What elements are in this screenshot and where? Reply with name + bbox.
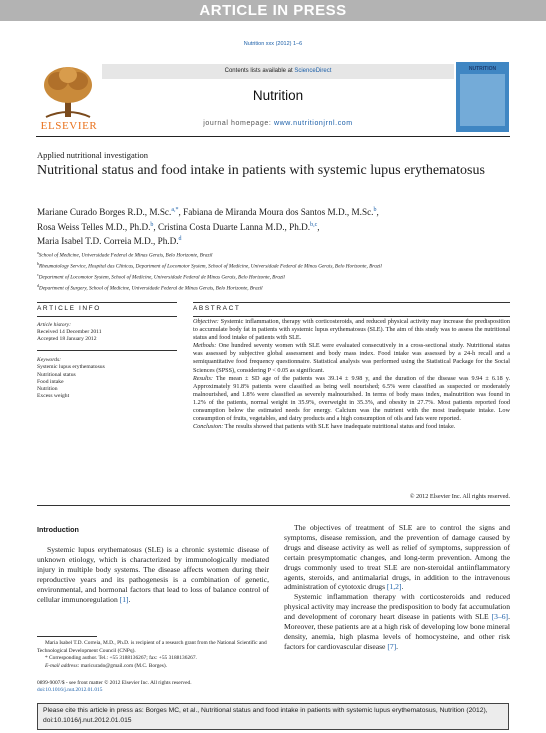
affiliation-line (37, 282, 507, 293)
author-name: Fabiana de Miranda Moura dos Santos M.D., M.Sc. (183, 207, 374, 218)
homepage-prefix: journal homepage: (203, 120, 274, 127)
cover-band (460, 74, 505, 126)
author-name: Cristina Costa Duarte Lanna M.D., Ph.D. (157, 221, 311, 232)
keyword-item: Systemic lupus erythematosus (37, 364, 105, 371)
keywords-block (37, 357, 177, 401)
body-text-end: . (396, 641, 399, 651)
body-paragraph (284, 592, 510, 651)
front-matter-line: 0899-9007/$ - see front matter © 2012 Elsevier Inc. All rights reserved. (37, 680, 192, 686)
abstract-results (193, 375, 510, 424)
citation-box: Please cite this article in press as: Borges MC, et al., Nutritional status and food intake in patients with systemic lupus erythematosus, Nutrition (2012), doi:10.1016/j.nut.2012.01.015 (37, 703, 509, 730)
abstract-methods (193, 342, 510, 374)
keyword-item: Food intake (37, 378, 64, 385)
keywords-label: Keywords: (37, 357, 62, 363)
header-rule (36, 136, 510, 137)
elsevier-wordmark: ELSEVIER (40, 120, 98, 132)
author-name: Maria Isabel T.D. Correia M.D., Ph.D. (37, 236, 179, 247)
affiliation-text: School of Medicine, Universidade Federal de Minas Gerais, Belo Horizonte, Brazil (38, 252, 213, 259)
footnote-rule (37, 636, 97, 637)
abstract-conclusion (193, 423, 510, 431)
contents-available-strip (102, 64, 454, 79)
keyword-item: Nutritional status (37, 371, 76, 378)
author-list (37, 204, 507, 248)
author-separator: , (178, 207, 184, 218)
results-text: The mean ± SD age of the patients was 39.14 ± 9.98 y, and the duration of the disease was 9.94 ± 6.18 y. Approximately 91.8% patients were classified as being well nourished; 6.5% were classified as suspected or moderately malnourished, and 1.8% were classified as severely malnourished. In terms of body mass index, malnutrition was found in 1.2% of the patients, normal weight in 35.9%, overweight in 35.3%, and obesity in 27.7%. Most patients reported food consumption below the estimated needs for energy. Calcium was the nutrient with the most inadequate intake. Low consumption of fruits, vegetables, and dairy products and a high consumption of oils and fats were reported. (193, 374, 510, 423)
affiliation-text: Rheumatology Service, Hospital das Clínicas, Department of Locomotor System, School of Medicine, Universidade Federal de Minas Gerais, Belo Horizonte, Brazil (39, 263, 382, 270)
article-history (37, 322, 177, 343)
abstract-rule-mid (193, 316, 510, 317)
author-separator: , (376, 207, 379, 218)
abstract-body (193, 318, 510, 431)
intro-text: Systemic lupus erythematosus (SLE) is a chronic systemic disease of unknown etiology, which is characterized by immunologically mediated injury in multiple body systems. The disease affects women during their reproductive years and its pathogenesis is a combination of genetic, environmental, and hormonal factors that lead to loss of balance control of cellular immunoregulation (37, 545, 269, 604)
methods-label: Methods: (193, 342, 217, 350)
affiliation-line (37, 271, 507, 282)
reference-link[interactable]: [7] (387, 641, 397, 651)
author-separator: , (153, 221, 158, 232)
footnotes (37, 640, 269, 670)
affiliation-text: Department of Locomotor System, School of Medicine, Universidade Federal de Minas Gerais, Belo Horizonte, Brazil (38, 275, 285, 282)
reference-link[interactable]: [1] (119, 594, 129, 604)
article-title: Nutritional status and food intake in patients with systemic lupus erythematosus (37, 163, 485, 178)
body-text: Systemic inflammation therapy with corticosteroids and reduced physical activity may increase the predisposition to body fat accumulation and development of coronary heart disease in patients with SLE (284, 592, 510, 622)
author-affil-marker[interactable]: b (373, 207, 377, 213)
cover-title: NUTRITION (468, 66, 497, 72)
email-address[interactable]: maricurado@gmail.com (M.C. Borges). (79, 662, 168, 669)
info-rule-mid (37, 316, 177, 317)
introduction-paragraph (37, 545, 269, 604)
affiliation-marker: a (37, 250, 39, 255)
reference-link[interactable]: [1,2] (386, 582, 402, 592)
abstract-rule-top (193, 302, 510, 303)
journal-title: Nutrition (252, 88, 304, 103)
grant-footnote: Maria Isabel T.D. Correia, M.D., Ph.D. is recipient of a research grant from the National Scientific and Technological Development Council (CNPq). (37, 640, 267, 654)
journal-reference[interactable]: Nutrition xxx (2012) 1–6 (243, 41, 303, 47)
body-text: The objectives of treatment of SLE are to control the signs and symptoms, disease remission, and the prevention of damage caused by drugs and disease activity as well as relief of symptoms, suppression of certain presymptomatic changes, and long-term prevention. Among the drugs commonly used to treat SLE are non-steroidal antiinflammatory agents, steroids, and antimalarial drugs, in addition to the intravenous administration of cytotoxic drugs (284, 523, 510, 592)
corresponding-author: * Corresponding author. Tel.: +55 3188136267; fax: +55 3188136267. (45, 655, 197, 662)
contents-prefix: Contents lists available at (224, 68, 295, 74)
abstract-objective (193, 318, 510, 342)
body-paragraph (284, 523, 510, 592)
objective-label: Objective: (193, 318, 219, 325)
conclusion-text: The results showed that patients with SLE have inadequate nutritional status and food intake. (223, 423, 456, 431)
right-column-text (284, 523, 510, 652)
conclusion-label: Conclusion: (193, 423, 224, 431)
keyword-item: Nutrition (37, 386, 58, 393)
abstract-heading: ABSTRACT (193, 305, 241, 312)
author-affil-marker[interactable]: b,c (310, 221, 318, 228)
history-label: Article history: (37, 322, 72, 328)
intro-end: . (128, 594, 131, 604)
received-date: Received 14 December 2011 (37, 329, 102, 335)
methods-text: One hundred seventy women with SLE were evaluated consecutively in a cross-sectional study. Nutritional status was assessed by subjective global assessment and body mass index. Food intake was assessed by a 24-h recall and a semiquantitative food frequency questionnaire. Statistical analysis was performed using the Statistical Package for the Social Sciences (SPSS), considering P < 0.05 as significant. (193, 342, 510, 374)
author-separator: , (317, 221, 320, 232)
article-info-heading: ARTICLE INFO (37, 305, 101, 312)
affiliation-text: Department of Surgery, School of Medicine, Universidade Federal de Minas Gerais, Belo Horizonte, Brazil (39, 286, 263, 293)
affiliation-marker: d (37, 283, 39, 289)
author-name: Rosa Weiss Telles M.D., Ph.D. (37, 221, 151, 232)
body-text-mid: . Moreover, these patients are at a high risk of developing low bone mineral density, anemia, high plasma levels of homocysteine, and other risk factors for cardiovascular disease (284, 612, 510, 651)
article-in-press-banner: ARTICLE IN PRESS (0, 0, 546, 21)
body-text-end: . (401, 582, 404, 592)
author-affil-marker[interactable]: b (150, 221, 154, 228)
journal-cover-thumbnail (456, 62, 509, 132)
email-line (37, 663, 269, 671)
accepted-date: Accepted 18 January 2012 (37, 336, 97, 342)
email-label: E-mail address: (45, 662, 80, 669)
info-rule-top (37, 302, 177, 303)
affiliation-marker: c (37, 272, 39, 278)
affiliations (37, 249, 507, 294)
author-name: Mariane Curado Borges R.D., M.Sc. (37, 207, 172, 218)
introduction-heading: Introduction (37, 525, 79, 534)
copyright-line: © 2012 Elsevier Inc. All rights reserved. (409, 493, 510, 500)
abstract-rule-bottom (37, 505, 510, 506)
affiliation-line (37, 249, 507, 260)
affiliation-line (37, 260, 507, 271)
journal-homepage (102, 120, 454, 127)
author-affil-marker[interactable]: a,* (171, 207, 179, 213)
reference-link[interactable]: [3–6] (491, 612, 509, 622)
section-label: Applied nutritional investigation (37, 150, 148, 160)
author-affil-marker[interactable]: d (178, 236, 182, 243)
results-label: Results: (193, 374, 213, 382)
doi-link[interactable]: doi:10.1016/j.nut.2012.01.015 (37, 687, 103, 694)
info-rule-sep (37, 350, 177, 351)
keyword-item: Excess weight (37, 393, 70, 400)
affiliation-marker: b (37, 261, 39, 267)
issn-block (37, 680, 269, 695)
homepage-link[interactable]: www.nutritionjrnl.com (274, 120, 353, 127)
sciencedirect-link[interactable]: ScienceDirect (294, 68, 332, 74)
objective-text: Systemic inflammation, therapy with corticosteroids, and reduced physical activity may increase the predisposition to accumulate body fat in patients with systemic lupus erythematosus (SLE). The aim of this study was to assess the nutritional status and food intake of patients with SLE. (193, 318, 510, 342)
